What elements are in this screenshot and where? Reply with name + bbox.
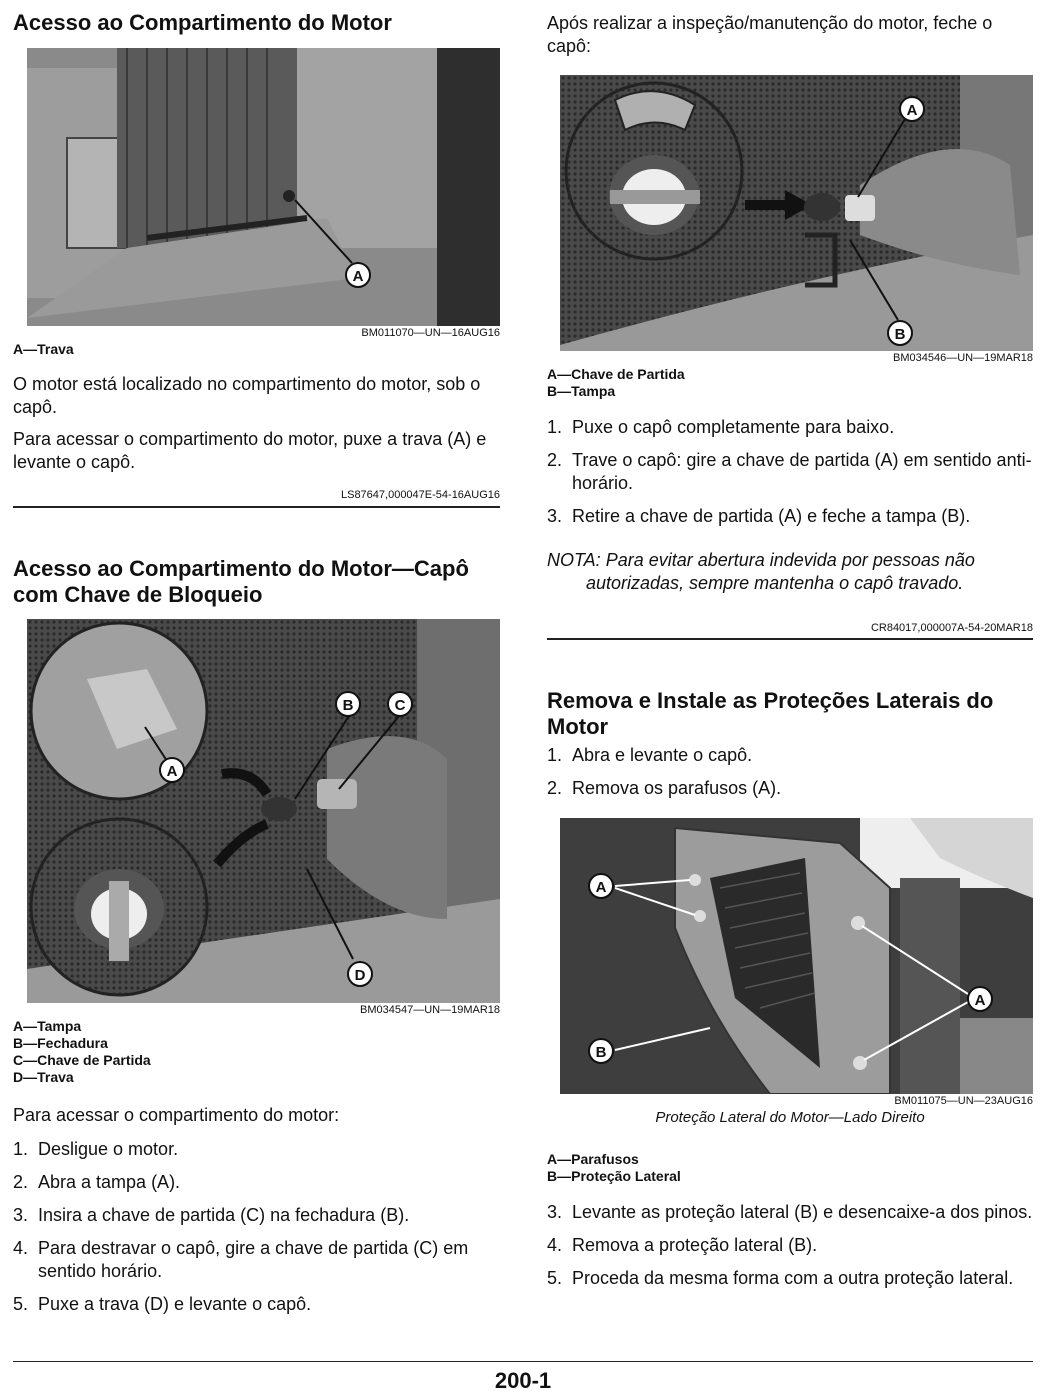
paragraph-close-intro: Após realizar a inspeção/manutenção do motor, feche o capô: [547, 13, 993, 56]
steps-list [547, 1201, 1033, 1290]
section-title-engine-access: Acesso ao Compartimento do Motor [13, 10, 392, 35]
legend-item: A—Parafusos [547, 1151, 639, 1167]
figure-id: BM011075—UN—23AUG16 [894, 1095, 1033, 1107]
legend-item: A—Trava [13, 341, 74, 357]
list-item: 5. Puxe a trava (D) e levante o capô. [13, 1294, 312, 1314]
figure-id: BM034546—UN—19MAR18 [892, 352, 1033, 364]
callout-b: B [588, 1038, 614, 1064]
section-title-lock-hood: Acesso ao Compartimento do Motor—Capô com Chave de Bloqueio [13, 556, 469, 607]
figure-latch [27, 48, 500, 326]
callout-a-right: A [967, 986, 993, 1012]
reference-code: LS87647,000047E-54-16AUG16 [340, 489, 500, 501]
list-item: 4. Remova a proteção lateral (B). [547, 1235, 818, 1255]
callout-a: A [159, 757, 185, 783]
paragraph-location: O motor está localizado no compartimento do motor, sob o capô. [13, 374, 481, 417]
figure-side-shield [560, 818, 1033, 1094]
figure-close-illustration [560, 75, 1033, 351]
list-item: 2. Trave o capô: gire a chave de partida (A) em sentido anti-horário. [547, 450, 1032, 493]
list-item: 2. Remova os parafusos (A). [547, 778, 782, 798]
callout-a: A [899, 96, 925, 122]
section-title-side-shields: Remova e Instale as Proteções Laterais do Motor [547, 688, 994, 739]
legend-item: B—Proteção Lateral [547, 1168, 681, 1184]
figure-legend [547, 366, 685, 400]
figure-close-hood [560, 75, 1033, 351]
reference-code: CR84017,000007A-54-20MAR18 [870, 622, 1033, 634]
callout-b: B [887, 320, 913, 346]
page-number: 200-1 [494, 1368, 552, 1393]
figure-lock-hood [27, 619, 500, 1003]
note-text-line2: autorizadas, sempre mantenha o capô travado. [586, 573, 964, 593]
callout-b: B [335, 691, 361, 717]
footer-divider [13, 1361, 1033, 1362]
list-item: 3. Levante as proteção lateral (B) e desencaixe-a dos pinos. [547, 1202, 1033, 1222]
list-item: 5. Proceda da mesma forma com a outra proteção lateral. [547, 1268, 1014, 1288]
figure-caption: Proteção Lateral do Motor—Lado Direito [655, 1109, 925, 1126]
callout-a-left: A [588, 873, 614, 899]
list-item: 4. Para destravar o capô, gire a chave de partida (C) em sentido horário. [13, 1238, 469, 1281]
figure-legend [547, 1151, 681, 1185]
figure-shield-illustration [560, 818, 1033, 1094]
list-item: 1. Puxe o capô completamente para baixo. [547, 417, 895, 437]
list-item: 2. Abra a tampa (A). [13, 1172, 181, 1192]
section-divider [13, 506, 500, 508]
callout-c: C [387, 691, 413, 717]
figure-lock-illustration [27, 619, 500, 1003]
note-text-line1: Para evitar abertura indevida por pessoas não [605, 550, 975, 570]
note-label: NOTA: [547, 550, 601, 570]
paragraph-access: Para acessar o compartimento do motor, puxe a trava (A) e levante o capô. [13, 429, 487, 472]
steps-intro: Para acessar o compartimento do motor: [13, 1105, 340, 1125]
figure-latch-illustration [27, 48, 500, 326]
legend-item: A—Tampa [13, 1018, 82, 1034]
steps-list [547, 744, 1033, 800]
figure-legend [13, 341, 74, 358]
legend-item: B—Fechadura [13, 1035, 108, 1051]
figure-legend [13, 1018, 151, 1086]
steps-list [547, 416, 1033, 528]
steps-list [13, 1138, 500, 1316]
legend-item: C—Chave de Partida [13, 1052, 151, 1068]
legend-item: B—Tampa [547, 383, 616, 399]
callout-a: A [345, 262, 371, 288]
list-item: 3. Retire a chave de partida (A) e feche a tampa (B). [547, 506, 971, 526]
legend-item: A—Chave de Partida [547, 366, 685, 382]
list-item: 3. Insira a chave de partida (C) na fechadura (B). [13, 1205, 410, 1225]
note [547, 549, 1033, 595]
figure-id: BM034547—UN—19MAR18 [359, 1004, 500, 1016]
list-item: 1. Abra e levante o capô. [547, 745, 753, 765]
section-divider [547, 638, 1033, 640]
figure-id: BM011070—UN—16AUG16 [361, 327, 500, 339]
list-item: 1. Desligue o motor. [13, 1139, 179, 1159]
callout-d: D [347, 961, 373, 987]
legend-item: D—Trava [13, 1069, 74, 1085]
